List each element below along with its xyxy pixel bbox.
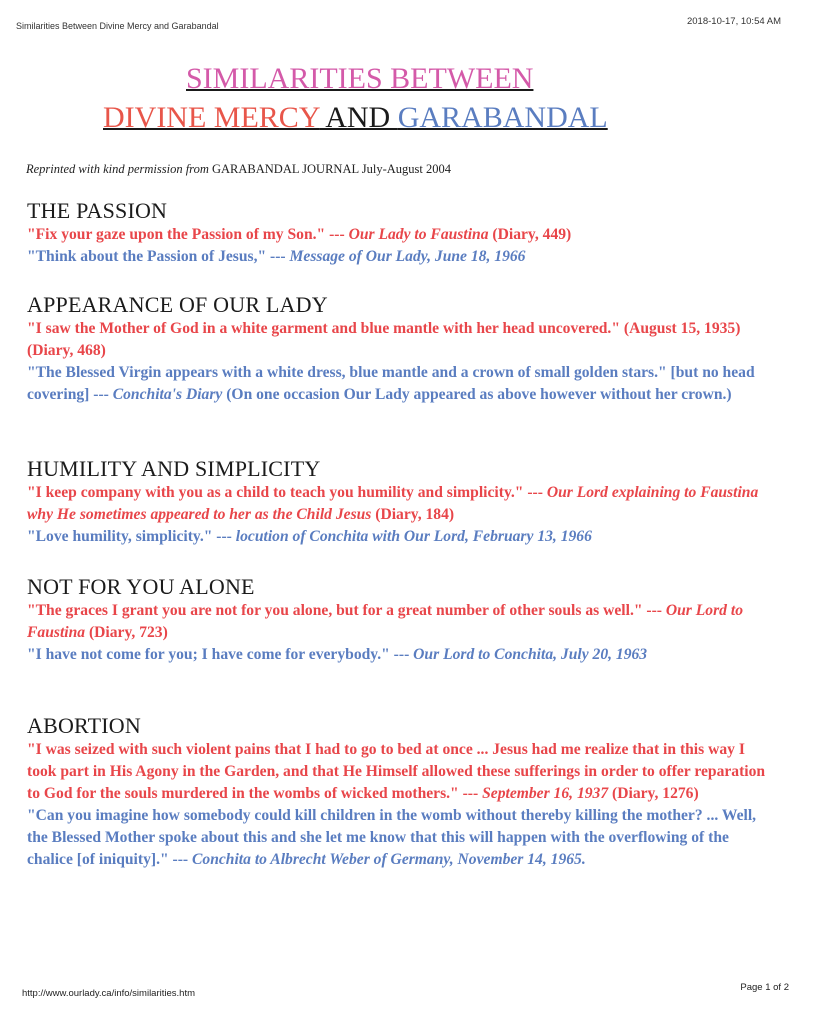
section-heading: APPEARANCE OF OUR LADY <box>27 292 328 317</box>
quote-reference: (Diary, 1276) <box>608 785 699 802</box>
quote-reference: (Diary, 449) <box>488 226 572 243</box>
title-and: AND <box>319 101 398 134</box>
quote-attribution: Our Lord to Faustina <box>27 602 743 641</box>
section-humility-and-simplicity <box>27 456 777 548</box>
quote-garabandal <box>27 246 777 268</box>
quote-text: "Fix your gaze upon the Passion of my Son." --- <box>27 226 349 243</box>
quote-attribution: Our Lord to Conchita, July 20, 1963 <box>413 646 648 663</box>
reprint-italic: Reprinted with kind permission from <box>26 162 209 176</box>
section-heading: HUMILITY AND SIMPLICITY <box>27 456 321 481</box>
section-heading: NOT FOR YOU ALONE <box>27 574 255 599</box>
quote-text: "The graces I grant you are not for you alone, but for a great number of other souls as well." --- <box>27 602 666 619</box>
quote-attribution: September 16, 1937 <box>482 785 609 802</box>
print-header-timestamp: 2018-10-17, 10:54 AM <box>686 16 781 27</box>
print-footer-url: http://www.ourlady.ca/info/similarities.htm <box>22 988 195 999</box>
page-title-line1 <box>186 62 607 96</box>
quote-attribution: Message of Our Lady, June 18, 1966 <box>289 248 526 265</box>
quote-text: "I have not come for you; I have come for everybody." --- <box>27 646 414 663</box>
section-not-for-you-alone <box>27 574 777 666</box>
section-heading: THE PASSION <box>27 198 168 223</box>
quote-text: "Love humility, simplicity." --- <box>27 528 236 545</box>
quote-faustina <box>27 318 777 362</box>
title-line1-text: SIMILARITIES BETWEEN <box>186 62 534 95</box>
quote-faustina <box>27 482 777 526</box>
quote-attribution: Conchita to Albrecht Weber of Germany, November 14, 1965. <box>192 851 586 868</box>
print-header-title: Similarities Between Divine Mercy and Garabandal <box>16 21 219 31</box>
quote-text: "Think about the Passion of Jesus," --- <box>27 248 290 265</box>
quote-attribution: Our Lord explaining to Faustina why He sometimes appeared to her as the Child Jesus <box>27 484 759 523</box>
quote-reference: (Diary, 723) <box>85 624 168 641</box>
quote-reference: (Diary, 184) <box>371 506 455 523</box>
quote-text: "I was seized with such violent pains that I had to go to bed at once ... Jesus had me realize that in this way I took part in His Agony in the Garden, and that He Himself allowed these sufferings in order to offer reparation to God for the souls murdered in the wombs of wicked mothers." --- <box>27 741 766 802</box>
quote-attribution: Our Lady to Faustina <box>348 226 489 243</box>
print-footer-page: Page 1 of 2 <box>740 982 789 993</box>
quote-garabandal <box>27 644 777 666</box>
section-the-passion <box>27 198 777 268</box>
title-garabandal: GARABANDAL <box>397 101 608 134</box>
section-heading: ABORTION <box>27 713 141 738</box>
quote-text: "I keep company with you as a child to teach you humility and simplicity." --- <box>27 484 547 501</box>
quote-text: "The Blessed Virgin appears with a white dress, blue mantle and a crown of small golden stars." [but no head covering] --- <box>27 364 755 403</box>
quote-garabandal <box>27 362 777 406</box>
section-abortion <box>27 713 777 871</box>
page-title-line2 <box>103 101 608 135</box>
quote-faustina <box>27 224 777 246</box>
quote-attribution: locution of Conchita with Our Lord, February 13, 1966 <box>235 528 592 545</box>
quote-attribution: Conchita's Diary <box>112 386 223 403</box>
quote-faustina <box>27 739 777 805</box>
quote-text: "Can you imagine how somebody could kill children in the womb without thereby killing the mother? ... Well, the Blessed Mother spoke about this and she let me know that this will happen with the overflowing of the chalice [of iniquity]." --- <box>27 807 757 868</box>
quote-reference: (On one occasion Our Lady appeared as above however without her crown.) <box>222 386 732 403</box>
quote-garabandal <box>27 526 777 548</box>
title-divine-mercy: DIVINE MERCY <box>103 101 320 134</box>
quote-text: "I saw the Mother of God in a white garment and blue mantle with her head uncovered." (August 15, 1935) (Diary, 468) <box>27 320 741 359</box>
section-appearance-of-our-lady <box>27 292 777 406</box>
reprint-source: GARABANDAL JOURNAL July-August 2004 <box>208 162 452 176</box>
reprint-note <box>26 162 451 177</box>
quote-garabandal <box>27 805 777 871</box>
quote-faustina <box>27 600 777 644</box>
